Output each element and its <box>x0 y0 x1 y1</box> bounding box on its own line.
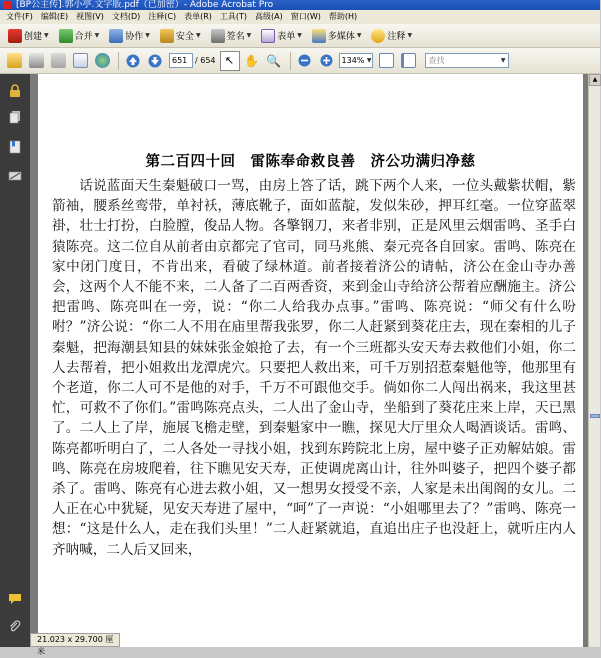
zoom-out-button[interactable] <box>295 51 315 71</box>
email-button[interactable] <box>70 51 90 71</box>
menu-bar <box>0 10 600 24</box>
marquee-zoom-button[interactable] <box>264 51 284 71</box>
globe-icon <box>95 53 110 68</box>
bookmarks-icon[interactable] <box>8 140 22 154</box>
hand-tool-button[interactable] <box>242 51 262 71</box>
sign-button[interactable] <box>207 26 256 46</box>
file-navigation-toolbar <box>0 48 600 74</box>
menu-view[interactable]: 视图(V) <box>76 12 104 21</box>
pen-icon <box>211 29 225 43</box>
window-title: [BP公主传].郭小亭.文字版.pdf（已加密）- Adobe Acrobat Pro <box>16 0 274 10</box>
window-titlebar <box>0 0 600 10</box>
zoom-level-select[interactable] <box>339 53 373 68</box>
chevron-down-icon: ▼ <box>195 32 201 39</box>
print-button[interactable] <box>26 51 46 71</box>
hand-icon: ✋ <box>244 53 259 68</box>
collaborate-icon <box>109 29 123 43</box>
create-button[interactable] <box>4 26 53 46</box>
comment-icon <box>371 29 385 43</box>
menu-edit[interactable]: 编辑(E) <box>40 12 69 21</box>
chapter-body-text: 话说蓝面天生秦魁破口一骂，由房上答了话，跳下两个人来，一位头戴紫状帽，紫箭袖，腰系丝鸾带，单衬袄，薄底靴子，面如蓝靛，发似朱砂，押耳红毫。一位穿蓝翠褂，壮士打扮，白脸膛，俊品人物。各擎钢刀，来者非别，正是风里云烟雷鸣、圣手白猿陈亮。这二位自从前者由京都完了官司，同马兆熊、秦元亮各自回家。雷鸣、陈亮在家中闭门度日，不肯出来，看破了绿林道。前者接着济公的请帖，济公在金山寺办善会，这两个人不能不来，二人备了二百两香资，来到金山寺给济公帮着应酬施主。济公把雷鸣、陈亮叫在一旁，说：“你二人给我办点事。”雷鸣、陈亮说：“师父有什么吩咐？”济公说：“你二人不用在庙里帮我张罗，你二人赶紧到葵花庄去，现在秦相的儿子秦魁，把海潮县知县的妹妹张金娘抢了去，有一个三班都头安天寿去救他们小姐，你二人去帮着，把小姐救出龙潭虎穴。只要把人救出来，可千万别招惹秦魁他等，他那里有个老道，你二人可不是他的对手，千万不可跟他交手。倘如你二人闯出祸来，我这里甚忙，可救不了你们。”雷鸣陈亮点头，二人出了金山寺，坐船到了葵花庄来上岸，天已黑了。二人上了岸，施展飞檐走壁，到秦魁家中一瞧，探见大厅里众人喝酒谈话。雷鸣、陈亮都听明白了，二人各处一寻找小姐，找到东跨院北上房，屋中婆子正劝解姑娘。雷鸣、陈亮在房坡爬着，往下瞧见安天寿，正使调虎离山计，往外叫婆子，把四个婆子都杀了。雷鸣、陈亮有心进去救小姐，又一想男女授受不亲，人家是未出闺阁的女儿。二人正在心中犹疑，见安天寿进了屋中，“呵”了一声说：“小姐哪里去了？”雷鸣、陈亮一想：“这是什么人，走在我们头里！”二人赶紧就追，直追出庄子也没赶上，就听庄内人齐呐喊，二人后又回来， <box>52 178 576 558</box>
disk-icon <box>51 53 66 68</box>
menu-document[interactable]: 文档(D) <box>111 12 141 21</box>
magnifier-icon: 🔍 <box>266 53 281 68</box>
chevron-down-icon: ▼ <box>407 32 413 39</box>
tasks-toolbar <box>0 24 600 48</box>
arrow-down-icon <box>148 54 162 68</box>
chevron-down-icon: ▼ <box>500 57 506 64</box>
secure-label: 安全 <box>175 32 194 42</box>
multimedia-icon <box>312 29 326 43</box>
envelope-icon <box>73 53 88 68</box>
chevron-down-icon: ▼ <box>44 32 49 39</box>
comment-button[interactable] <box>367 26 416 46</box>
chevron-down-icon: ▼ <box>297 32 302 39</box>
organizer-button[interactable] <box>92 51 112 71</box>
find-input[interactable] <box>425 53 509 68</box>
folder-icon <box>7 53 22 68</box>
forms-label: 表单 <box>277 32 296 42</box>
collaborate-label: 协作 <box>125 32 144 42</box>
document-view[interactable] <box>30 74 588 647</box>
fit-page-button[interactable] <box>377 51 397 71</box>
multimedia-button[interactable] <box>308 26 366 46</box>
chevron-down-icon: ▼ <box>145 32 150 39</box>
printer-icon <box>29 53 44 68</box>
page-number-input[interactable]: 651 <box>169 53 193 68</box>
create-pdf-icon <box>8 29 22 43</box>
comment-label: 注释 <box>387 32 406 42</box>
menu-comments[interactable]: 注释(C) <box>148 12 177 21</box>
cursor-icon: ↖ <box>224 54 235 67</box>
zoom-in-icon <box>320 54 333 67</box>
fit-page-icon <box>379 53 394 68</box>
combine-button[interactable] <box>55 26 104 46</box>
comments-icon[interactable] <box>8 592 22 606</box>
open-button[interactable] <box>4 51 24 71</box>
menu-advanced[interactable]: 高级(A) <box>255 12 283 21</box>
attachments-paperclip-icon[interactable] <box>8 620 22 634</box>
signatures-icon[interactable] <box>8 169 22 183</box>
previous-page-button[interactable] <box>123 51 143 71</box>
fit-width-icon <box>401 53 416 68</box>
chevron-down-icon: ▼ <box>366 57 372 64</box>
find-placeholder: 查找 <box>428 56 445 65</box>
fit-width-button[interactable] <box>399 51 419 71</box>
sign-label: 签名 <box>226 32 245 42</box>
scroll-up-button[interactable]: ▲ <box>589 74 601 86</box>
select-tool-button[interactable] <box>220 51 240 71</box>
pages-icon[interactable] <box>8 110 22 124</box>
navigation-pane <box>0 74 30 647</box>
vertical-scrollbar[interactable] <box>588 74 600 647</box>
combine-label: 合并 <box>74 32 93 42</box>
menu-help[interactable]: 帮助(H) <box>328 12 358 21</box>
secure-button[interactable] <box>156 26 205 46</box>
toolbar-separator <box>290 52 291 70</box>
form-icon <box>261 29 275 43</box>
lock-icon <box>160 29 174 43</box>
forms-button[interactable] <box>257 26 306 46</box>
chevron-down-icon: ▼ <box>356 32 362 39</box>
menu-tools[interactable]: 工具(T) <box>219 12 248 21</box>
multimedia-label: 多媒体 <box>327 32 355 42</box>
scroll-thumb[interactable] <box>590 414 600 418</box>
zoom-out-icon <box>298 54 311 67</box>
page-size-status: 21.023 x 29.700 厘米 <box>30 633 120 647</box>
menu-window[interactable]: 窗口(W) <box>290 12 321 21</box>
chevron-down-icon: ▼ <box>246 32 252 39</box>
save-button[interactable] <box>48 51 68 71</box>
chapter-title: 第二百四十回 雷陈奉命救良善 济公功满归净慈 <box>145 153 476 170</box>
arrow-up-icon <box>126 54 140 68</box>
zoom-in-button[interactable] <box>317 51 337 71</box>
zoom-level-value: 134% <box>341 56 365 65</box>
create-label: 创建 <box>24 32 43 42</box>
acrobat-app-icon <box>3 1 11 9</box>
toolbar-separator <box>118 52 119 70</box>
combine-icon <box>59 29 73 43</box>
collaborate-button[interactable] <box>105 26 154 46</box>
chevron-down-icon: ▼ <box>94 32 100 39</box>
security-lock-icon[interactable] <box>8 84 22 98</box>
pdf-page <box>38 74 583 647</box>
menu-forms[interactable]: 表单(R) <box>184 12 212 21</box>
menu-file[interactable]: 文件(F) <box>6 12 33 21</box>
next-page-button[interactable] <box>145 51 165 71</box>
page-total: / 654 <box>195 56 216 65</box>
